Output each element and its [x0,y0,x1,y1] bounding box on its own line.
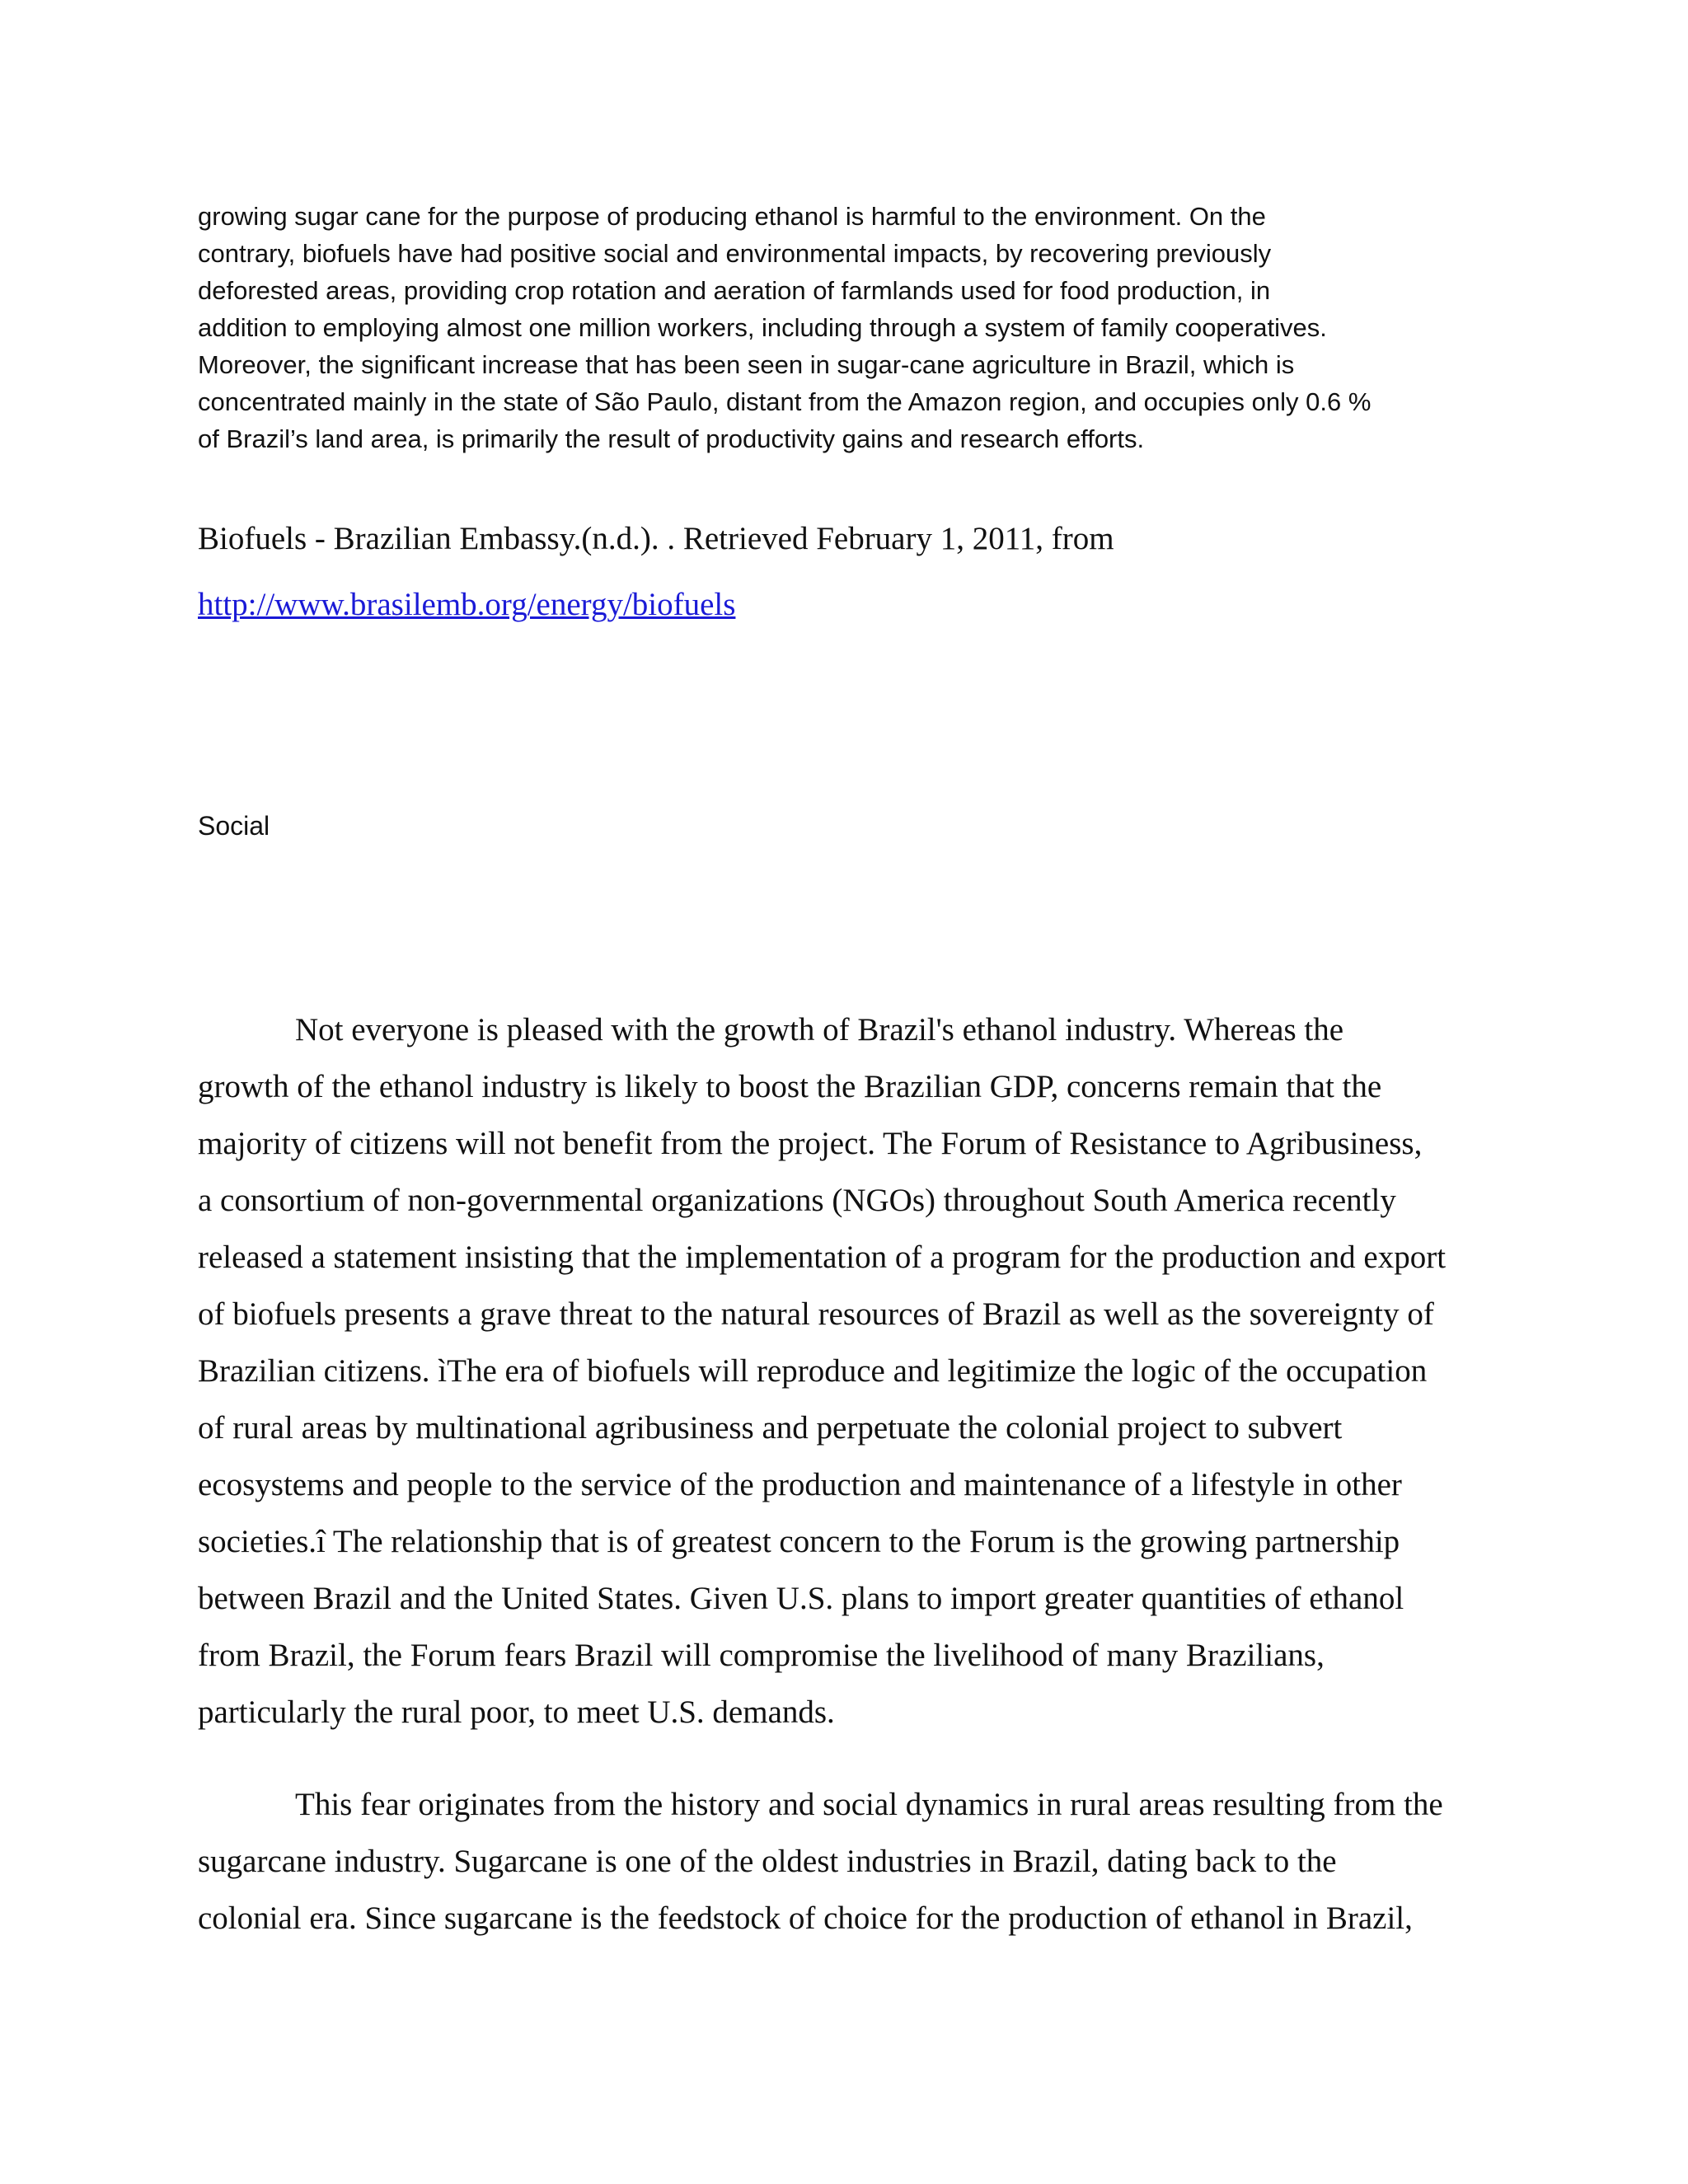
text-line: growth of the ethanol industry is likely to boost the Brazilian GDP, concerns remain that the [198,1069,1382,1104]
text-line: societies.î The relationship that is of greatest concern to the Forum is the growing partnership [198,1524,1400,1559]
text-line: growing sugar cane for the purpose of producing ethanol is harmful to the environment. On the [198,202,1266,231]
social-paragraph-2 [198,1776,1517,1947]
text-line: particularly the rural poor, to meet U.S. demands. [198,1694,835,1730]
embassy-quote-paragraph [198,198,1508,457]
text-line: from Brazil, the Forum fears Brazil will compromise the livelihood of many Brazilians, [198,1638,1325,1673]
text-line: contrary, biofuels have had positive social and environmental impacts, by recovering previously [198,239,1272,268]
text-line: concentrated mainly in the state of São Paulo, distant from the Amazon region, and occupies only 0.6 % [198,387,1372,416]
text-line: of Brazil’s land area, is primarily the result of productivity gains and research efforts. [198,424,1145,453]
text-line: This fear originates from the history and social dynamics in rural areas resulting from the [295,1787,1443,1822]
citation-text: Biofuels - Brazilian Embassy.(n.d.). . Retrieved February 1, 2011, from [198,521,1114,556]
text-line: a consortium of non-governmental organizations (NGOs) throughout South America recently [198,1183,1396,1218]
citation-link[interactable]: http://www.brasilemb.org/energy/biofuels [198,587,736,622]
text-line: released a statement insisting that the implementation of a program for the production and export [198,1240,1447,1275]
text-line: ecosystems and people to the service of the production and maintenance of a lifestyle in other [198,1467,1402,1502]
text-line: sugarcane industry. Sugarcane is one of the oldest industries in Brazil, dating back to the [198,1844,1337,1879]
text-line: addition to employing almost one million workers, including through a system of family cooperatives. [198,313,1327,342]
social-paragraph-1 [198,1001,1517,1741]
text-line: Not everyone is pleased with the growth of Brazil's ethanol industry. Whereas the [295,1012,1344,1047]
citation [198,506,1114,638]
text-line: majority of citizens will not benefit from the project. The Forum of Resistance to Agribusiness, [198,1126,1423,1161]
text-line: Brazilian citizens. ìThe era of biofuels will reproduce and legitimize the logic of the occupation [198,1353,1428,1389]
text-line: of rural areas by multinational agribusiness and perpetuate the colonial project to subvert [198,1410,1343,1446]
text-line: of biofuels presents a grave threat to the natural resources of Brazil as well as the sovereignty of [198,1296,1434,1332]
section-heading: Social [198,811,270,841]
text-line: deforested areas, providing crop rotation and aeration of farmlands used for food production, in [198,276,1271,305]
text-line: Moreover, the significant increase that has been seen in sugar-cane agriculture in Brazil, which is [198,350,1295,379]
text-line: between Brazil and the United States. Given U.S. plans to import greater quantities of ethanol [198,1581,1404,1616]
text-line: colonial era. Since sugarcane is the feedstock of choice for the production of ethanol in Brazil, [198,1900,1413,1936]
